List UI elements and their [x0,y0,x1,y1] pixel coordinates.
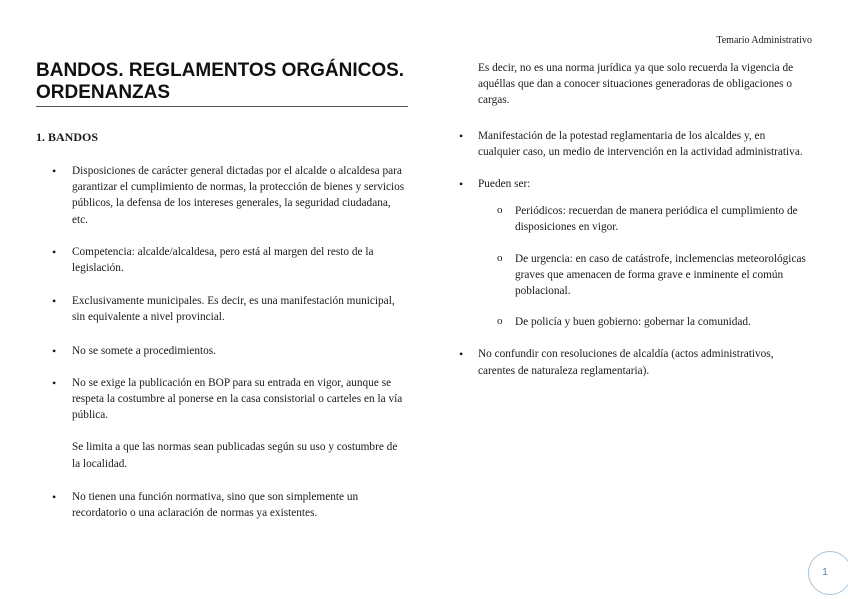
list-item [36,163,408,228]
list-item-text: Manifestación de la potestad reglamentaria de los alcaldes y, en cualquier caso, un medio de intervención en la actividad administrativa. [478,129,803,158]
list-item [459,176,809,330]
list-item-text: Exclusivamente municipales. Es decir, es una manifestación municipal, sin equivalente a nivel provincial. [72,295,395,324]
list-item-text: No se exige la publicación en BOP para su entrada en vigor, aunque se respeta la costumbre al ponerse en la casa consistorial o carteles en la vía pública. [72,376,403,422]
section-heading: 1. BANDOS [36,130,99,144]
header-note: Temario Administrativo [716,35,812,46]
sub-list-item [478,251,809,300]
sub-list-item-text: De policía y buen gobierno: gobernar la comunidad. [515,316,751,329]
list-item [459,346,809,378]
list-item [36,489,408,521]
list-item-text: Pueden ser: [478,178,531,191]
list-item [36,244,408,276]
list-item-text: Disposiciones de carácter general dictadas por el alcalde o alcaldesa para garantizar el cumplimiento de normas, la protección de bienes y servicios públicos, la defensa de los intereses generales, la seguridad ciudadana, etc. [72,165,405,226]
bandos-list [36,163,408,521]
types-sublist [478,203,809,330]
list-item-text: No confundir con resoluciones de alcaldía (actos administrativos, carentes de naturaleza reglamentaria). [478,348,774,377]
page-number: 1 [822,567,828,578]
list-item [36,343,408,359]
left-column [36,60,408,537]
bandos-list-continued [459,128,809,379]
right-column [459,60,809,395]
sub-list-item-text: De urgencia: en caso de catástrofe, inclemencias meteorológicas graves que amenacen de forma grave e inminente el común poblacional. [515,252,806,298]
list-item [36,293,408,325]
list-item [459,128,809,160]
list-item [36,375,408,472]
page-title: BANDOS. REGLAMENTOS ORGÁNICOS. ORDENANZAS [36,60,408,107]
list-item-extra-paragraph: Se limita a que las normas sean publicadas según su uso y costumbre de la localidad. [72,441,398,470]
sub-list-item [478,314,809,330]
list-item-text: No tienen una función normativa, sino que son simplemente un recordatorio o una aclaración de normas ya existentes. [72,490,359,520]
sub-list-item-text: Periódicos: recuerdan de manera periódica el cumplimiento de disposiciones en vigor. [515,205,798,234]
continuation-paragraph: Es decir, no es una norma jurídica ya que solo recuerda la vigencia de aquéllas que dan a conocer situaciones generadoras de obligaciones o cargas. [478,62,794,107]
list-item-text: No se somete a procedimientos. [72,344,216,357]
list-item-text: Competencia: alcalde/alcaldesa, pero está al margen del resto de la legislación. [72,245,374,275]
sub-list-item [478,203,809,235]
